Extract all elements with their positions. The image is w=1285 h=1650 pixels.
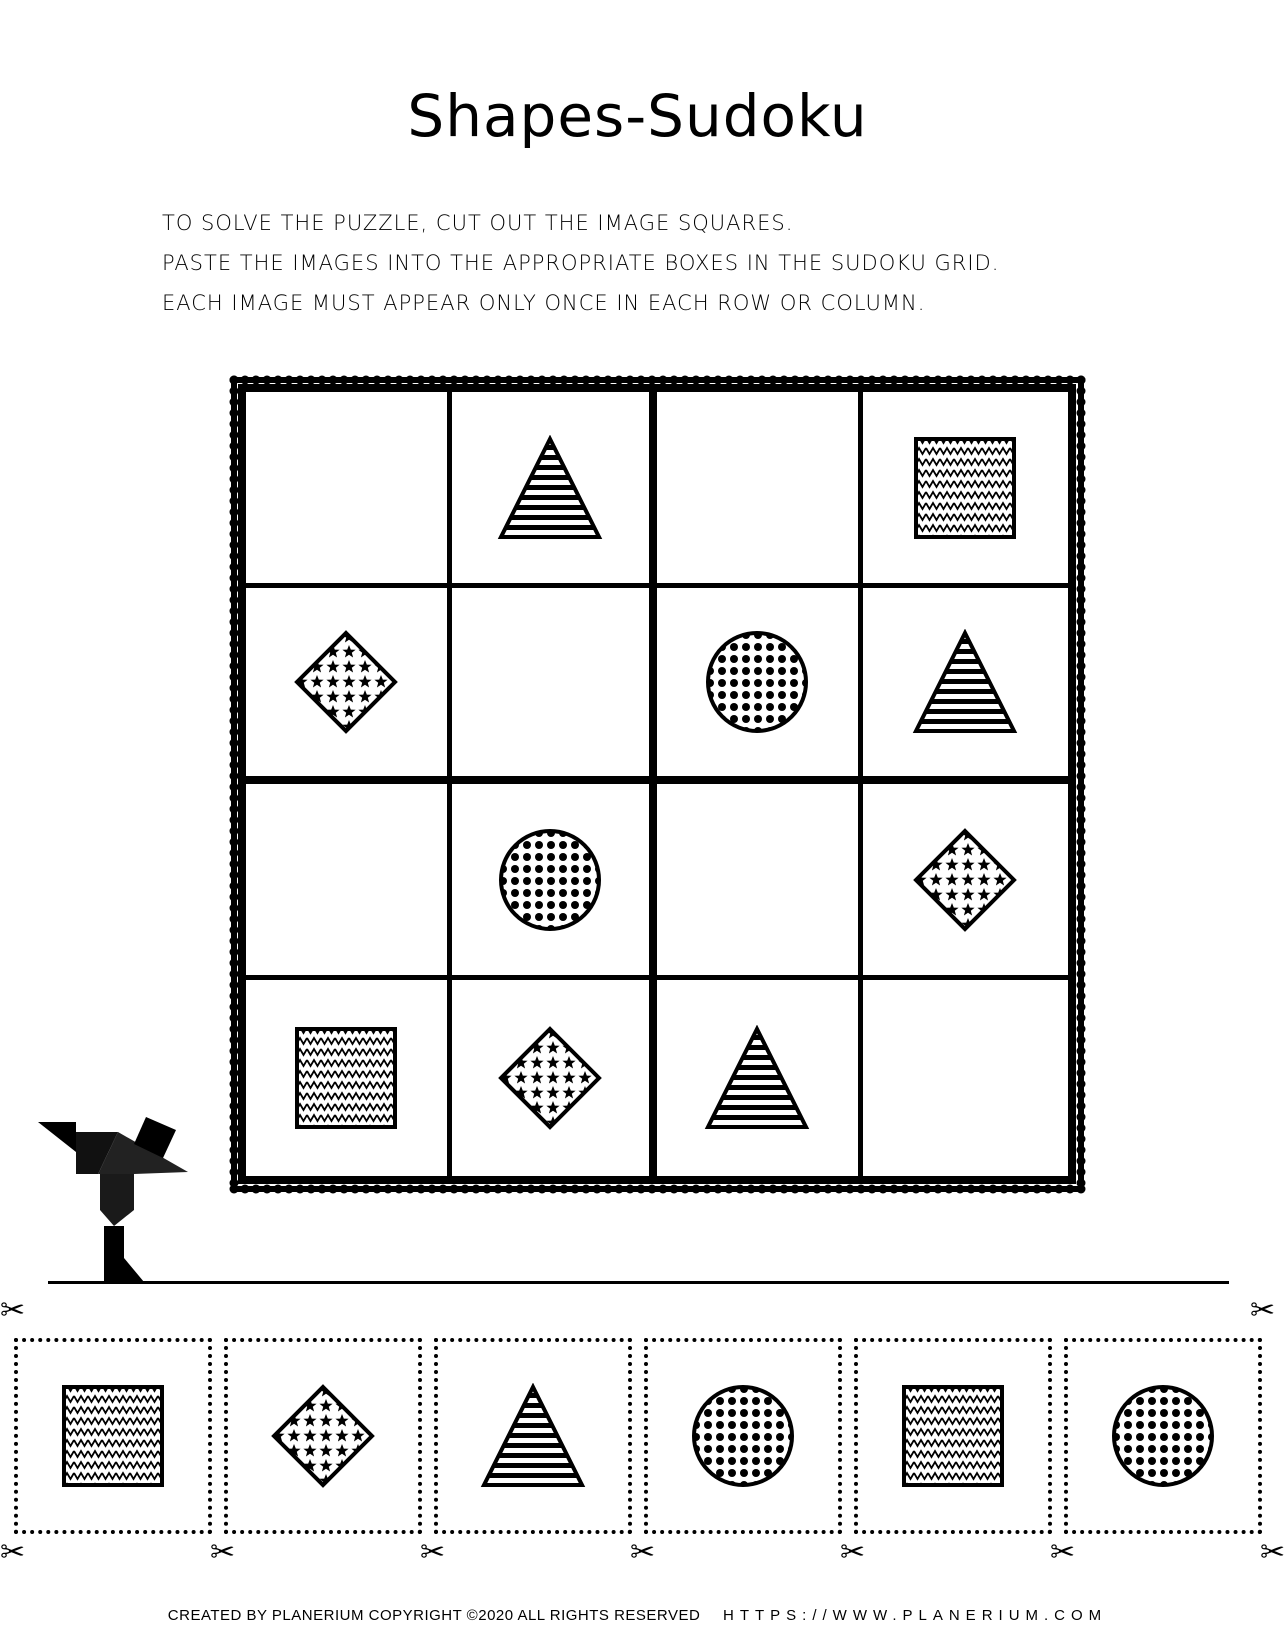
scissors-icon: ✂ (0, 1535, 26, 1570)
grid-credit: ©PLANERIUM (244, 1176, 304, 1186)
triangle-icon (497, 435, 603, 541)
grid-cell[interactable] (657, 588, 863, 784)
tangram-figure-icon (38, 1122, 188, 1282)
sudoku-board (220, 367, 1095, 1201)
grid-cell[interactable] (246, 588, 452, 784)
triangle-icon (912, 629, 1018, 735)
cutout-piece[interactable] (14, 1338, 212, 1534)
scissors-icon: ✂ (840, 1535, 866, 1570)
footer-credit: CREATED BY PLANERIUM COPYRIGHT ©2020 ALL RIGHTS RESERVED (167, 1607, 701, 1624)
grid-cell[interactable] (452, 588, 658, 784)
diamond-icon (270, 1383, 376, 1489)
cut-line (48, 1281, 1229, 1284)
grid-cell[interactable] (452, 392, 658, 588)
square-icon (60, 1383, 166, 1489)
footer (0, 1607, 1275, 1624)
grid-cell[interactable] (863, 980, 1069, 1176)
grid-cell[interactable] (863, 588, 1069, 784)
sudoku-grid (238, 384, 1076, 1184)
cutout-piece[interactable] (224, 1338, 422, 1534)
footer-url[interactable]: HTTPS://WWW.PLANERIUM.COM (723, 1607, 1108, 1624)
instruction-line: TO SOLVE THE PUZZLE, CUT OUT THE IMAGE SQUARES. (162, 211, 794, 235)
square-icon (912, 435, 1018, 541)
grid-cell[interactable] (452, 784, 658, 980)
grid-cell[interactable] (657, 980, 863, 1176)
diamond-icon (293, 629, 399, 735)
scissors-icon: ✂ (210, 1535, 236, 1570)
square-icon (900, 1383, 1006, 1489)
triangle-icon (480, 1383, 586, 1489)
diamond-icon (912, 827, 1018, 933)
circle-icon (704, 629, 810, 735)
grid-cell[interactable] (246, 784, 452, 980)
scissors-icon: ✂ (1260, 1535, 1285, 1570)
circle-icon (497, 827, 603, 933)
diamond-icon (497, 1025, 603, 1131)
scissors-icon: ✂ (0, 1293, 26, 1328)
cutout-piece[interactable] (644, 1338, 842, 1534)
grid-cell[interactable] (863, 784, 1069, 980)
grid-cell[interactable] (452, 980, 658, 1176)
circle-icon (690, 1383, 796, 1489)
triangle-icon (704, 1025, 810, 1131)
square-icon (293, 1025, 399, 1131)
grid-cell[interactable] (657, 392, 863, 588)
circle-icon (1110, 1383, 1216, 1489)
instruction-line: EACH IMAGE MUST APPEAR ONLY ONCE IN EACH ROW OR COLUMN. (162, 291, 926, 315)
scissors-icon: ✂ (630, 1535, 656, 1570)
grid-cell[interactable] (246, 980, 452, 1176)
scissors-icon: ✂ (420, 1535, 446, 1570)
grid-cell[interactable] (863, 392, 1069, 588)
instruction-line: PASTE THE IMAGES INTO THE APPROPRIATE BOXES IN THE SUDOKU GRID. (162, 251, 1000, 275)
grid-cell[interactable] (657, 784, 863, 980)
page-title: Shapes-Sudoku (407, 82, 868, 150)
instructions (162, 203, 999, 323)
scissors-icon: ✂ (1250, 1293, 1276, 1328)
cutout-piece[interactable] (1064, 1338, 1262, 1534)
cutout-piece[interactable] (434, 1338, 632, 1534)
cutout-piece[interactable] (854, 1338, 1052, 1534)
scissors-icon: ✂ (1050, 1535, 1076, 1570)
grid-cell[interactable] (246, 392, 452, 588)
